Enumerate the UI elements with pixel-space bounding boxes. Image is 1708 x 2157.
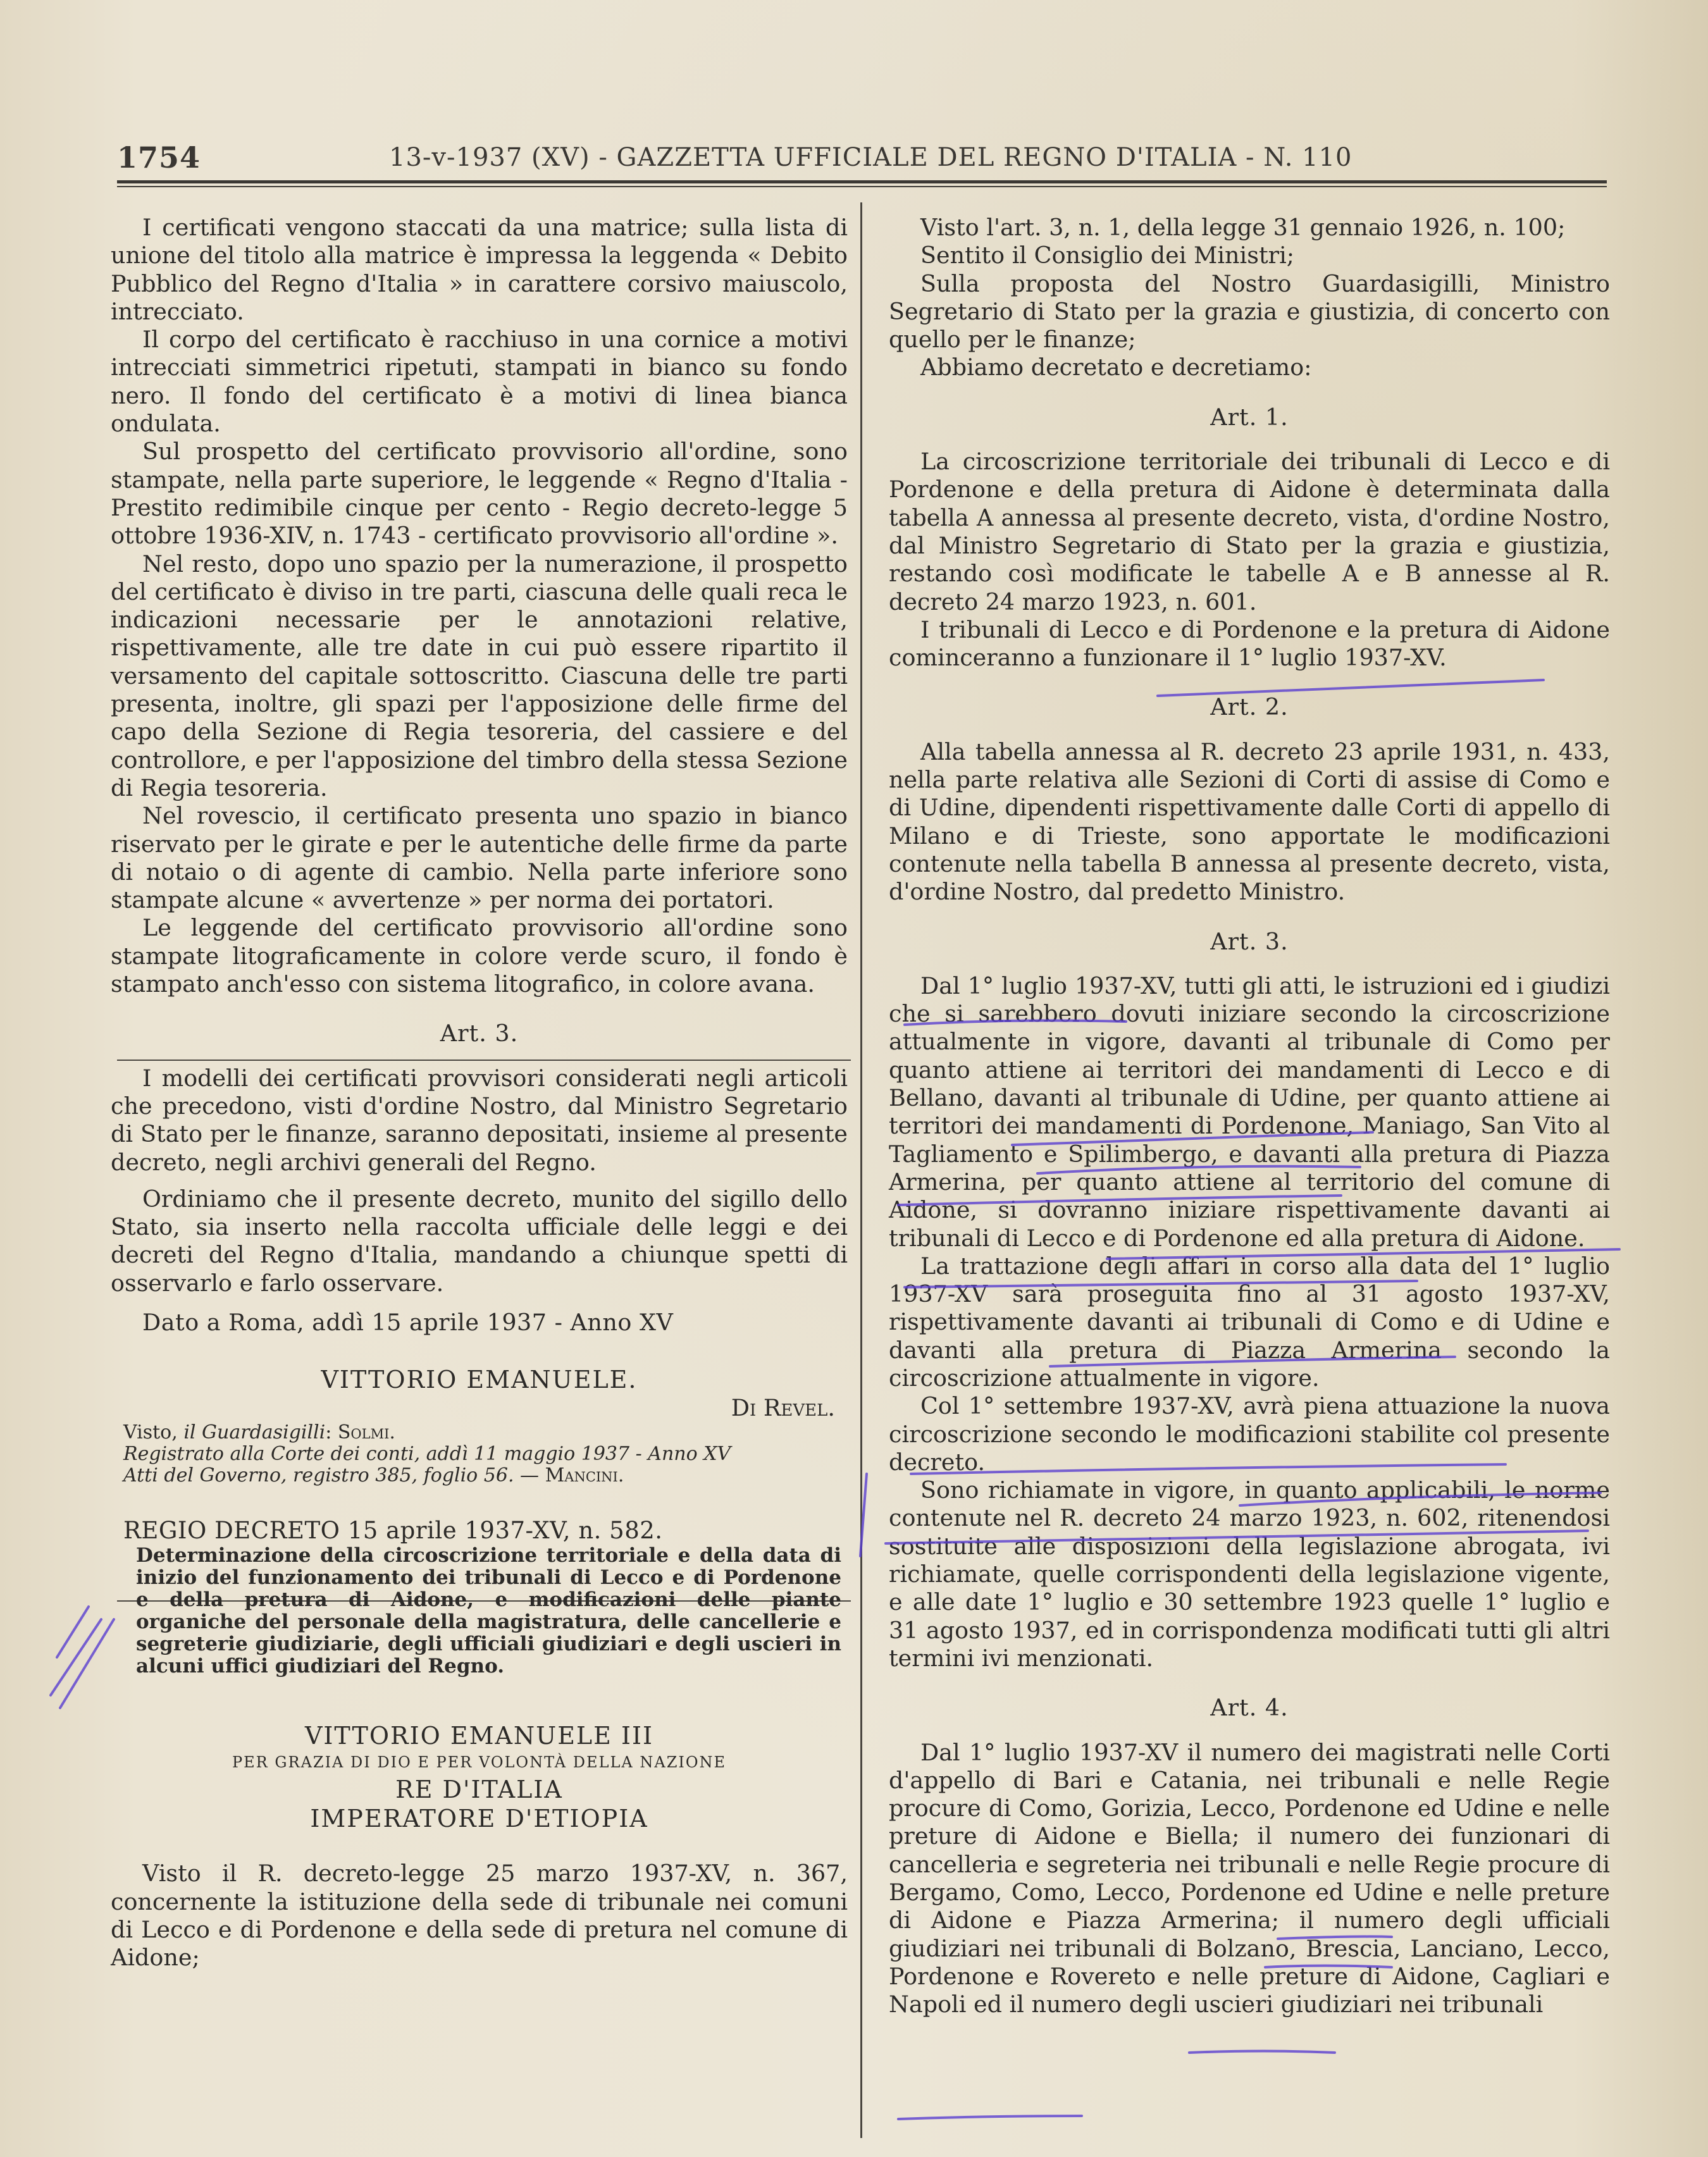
paragraph: Dal 1° luglio 1937-XV, tutti gli atti, le istruzioni ed i giudizi che si sarebbero dovuti iniziare secondo la circoscrizione attualmente in vigore, davanti al tribunale di Como per quanto attiene ai territori dei mandamenti di Lecco e di Bellano, davanti al tribunale di Udine, per quanto attiene ai territori dei mandamenti di Pordenone, Maniago, San Vito al Tagliamento e Spilimbergo, e davanti alla pretura di Piazza Armerina, per quanto attiene al territorio del comune di Aidone, si dovranno iniziare rispettivamente davanti ai tribunali di Lecco e di Pordenone ed alla pretura di Aidone. <box>889 972 1610 1252</box>
paragraph: Alla tabella annessa al R. decreto 23 aprile 1931, n. 433, nella parte relativa alle Sezioni di Corti di assise di Como e di Udine, dipendenti rispettivamente dalle Corti di appello di Milano e di Trieste, sono apportate le modificazioni contenute nella tabella B annessa al presente decreto, vista, d'ordine Nostro, dal predetto Ministro. <box>889 738 1610 906</box>
column-divider <box>860 202 862 2138</box>
king-name: VITTORIO EMANUELE III <box>304 1722 654 1750</box>
article-heading: Art. 3. <box>440 1020 519 1048</box>
margin-mark <box>51 1619 101 1695</box>
visto-line: Visto, il Guardasigilli: Solmi. <box>123 1421 395 1443</box>
right-column <box>889 214 1610 2019</box>
paragraph: Nel rovescio, il certificato presenta uno spazio in bianco riservato per le girate e per le autentiche delle firme da parte di notaio o di agente di cambio. Nella parte inferiore sono stampate alcune « avvertenze » per norma dei portatori. <box>111 802 848 914</box>
minister-signature: Di Revel. <box>731 1394 835 1421</box>
paragraph: Ordiniamo che il presente decreto, munito del sigillo dello Stato, sia inserto nella raccolta ufficiale delle leggi e dei decreti del Regno d'Italia, mandando a chiunque spetti di osservarlo e farlo osservare. <box>111 1185 848 1297</box>
paragraph: Le leggende del certificato provvisorio all'ordine sono stampate litograficamente in colore verde scuro, il fondo è stampato anch'esso con sistema litografico, in colore avana. <box>111 914 848 998</box>
paragraph: Abbiamo decretato e decretiamo: <box>920 354 1312 381</box>
underline-mark <box>1189 2051 1335 2053</box>
paragraph: Visto l'art. 3, n. 1, della legge 31 gennaio 1926, n. 100; <box>920 214 1566 241</box>
paragraph: Sulla proposta del Nostro Guardasigilli, Ministro Segretario di Stato per la grazia e giustizia, di concerto con quello per le finanze; <box>889 269 1610 354</box>
decree-subject: Determinazione della circoscrizione territoriale e della data di inizio del funzionamento dei tribunali di Lecco e di Pordenone e della pretura di Aidone, e modificazioni delle piante organiche del personale della magistratura, delle cancellerie e segreterie giudiziarie, degli ufficiali giudiziari e degli uscieri in alcuni uffici giudiziari del Regno. <box>136 1544 841 1678</box>
king-signature: VITTORIO EMANUELE. <box>321 1366 638 1394</box>
margin-mark <box>57 1607 89 1657</box>
royal-title: RE D'ITALIA <box>395 1776 563 1804</box>
left-column <box>111 214 848 1972</box>
date-line: Dato a Roma, addì 15 aprile 1937 - Anno XV <box>142 1308 674 1336</box>
paragraph: Il corpo del certificato è racchiuso in una cornice a motivi intrecciati simmetrici ripetuti, stampati in bianco su fondo nero. Il fondo del certificato è a motivi di linea bianca ondulata. <box>111 326 848 438</box>
paragraph: Col 1° settembre 1937-XV, avrà piena attuazione la nuova circoscrizione secondo le modificazioni stabilite col presente decreto. <box>889 1392 1610 1476</box>
paragraph: Dal 1° luglio 1937-XV il numero dei magistrati nelle Corti d'appello di Bari e Catania, nei tribunali e nelle Regie procure di Como, Gorizia, Lecco, Pordenone ed Udine e nelle preture di Aidone e Biella; il numero dei funzionari di cancelleria e segreteria nei tribunali e nelle Regie procure di Bergamo, Como, Lecco, Pordenone ed Udine e nelle preture di Aidone e Piazza Armerina; il numero degli ufficiali giudiziari nei tribunali di Bolzano, Brescia, Lanciano, Lecco, Pordenone e Rovereto e nelle preture di Aidone, Cagliari e Napoli ed il numero degli uscieri giudiziari nei tribunali <box>889 1738 1610 2018</box>
margin-mark <box>60 1619 114 1708</box>
royal-formula: PER GRAZIA DI DIO E PER VOLONTÀ DELLA NAZIONE <box>232 1753 727 1772</box>
paragraph: Sentito il Consiglio dei Ministri; <box>920 242 1295 269</box>
article-heading: Art. 3. <box>1210 927 1289 955</box>
paragraph: Visto il R. decreto-legge 25 marzo 1937-XV, n. 367, concernente la istituzione della sede di tribunale nei comuni di Lecco e di Pordenone e della sede di pretura nel comune di Aidone; <box>111 1860 848 1972</box>
page-number: 1754 <box>117 140 201 175</box>
decree-title: REGIO DECRETO 15 aprile 1937-XV, n. 582. <box>123 1516 663 1544</box>
paragraph: I certificati vengono staccati da una matrice; sulla lista di unione del titolo alla matrice è impressa la leggenda « Debito Pubblico del Regno d'Italia » in carattere corsivo maiuscolo, intrecciato. <box>111 214 848 325</box>
article-heading: Art. 2. <box>1210 693 1289 721</box>
paragraph: Sono richiamate in vigore, in quanto applicabili, le norme contenute nel R. decreto 24 marzo 1923, n. 602, ritenendosi sostituite alle disposizioni della legislazione abrogata, ivi richiamate, quelle corrispondenti della legislazione vigente, e alle date 1° luglio e 30 settembre 1923 quelle 1° luglio e 31 agosto 1937, ed in corrispondenza modificati tutti gli altri termini ivi menzionati. <box>889 1476 1610 1672</box>
paragraph: Sul prospetto del certificato provvisorio all'ordine, sono stampate, nella parte superiore, le leggende « Regno d'Italia - Prestito redimibile cinque per cento - Regio decreto-legge 5 ottobre 1936-XIV, n. 1743 - certificato provvisorio all'ordine ». <box>111 438 848 550</box>
acts-line: Atti del Governo, registro 385, foglio 56. — Mancini. <box>123 1464 624 1486</box>
paragraph: I tribunali di Lecco e di Pordenone e la pretura di Aidone cominceranno a funzionare il 1° luglio 1937-XV. <box>889 615 1610 672</box>
page-header <box>117 140 1607 178</box>
masthead: 13-v-1937 (XV) - GAZZETTA UFFICIALE DEL REGNO D'ITALIA - N. 110 <box>389 143 1352 172</box>
paragraph: La trattazione degli affari in corso alla data del 1° luglio 1937-XV sarà proseguita fino al 31 agosto 1937-XV, rispettivamente davanti ai tribunali di Como e di Udine e davanti alla pretura di Piazza Armerina secondo la circoscrizione attualmente in vigore. <box>889 1252 1610 1392</box>
article-heading: Art. 4. <box>1210 1694 1289 1722</box>
header-rule-thin <box>117 186 1607 187</box>
paragraph: La circoscrizione territoriale dei tribunali di Lecco e di Pordenone e della pretura di Aidone è determinata dalla tabella A annessa al presente decreto, vista, d'ordine Nostro, dal Ministro Segretario di Stato per la grazia e giustizia, restando così modificate le tabelle A e B annesse al R. decreto 24 marzo 1923, n. 601. <box>889 448 1610 615</box>
underline-mark <box>898 2116 1082 2119</box>
registration-line: Registrato alla Corte dei conti, addì 11 maggio 1937 - Anno XV <box>123 1442 731 1465</box>
imperial-title: IMPERATORE D'ETIOPIA <box>310 1805 648 1833</box>
paragraph: I modelli dei certificati provvisori considerati negli articoli che precedono, visti d'ordine Nostro, dal Ministro Segretario di Stato per le finanze, saranno depositati, insieme al presente decreto, negli archivi generali del Regno. <box>111 1064 848 1176</box>
header-rule <box>117 180 1607 183</box>
article-heading: Art. 1. <box>1210 403 1289 431</box>
paragraph: Nel resto, dopo uno spazio per la numerazione, il prospetto del certificato è diviso in tre parti, ciascuna delle quali reca le indicazioni necessarie per le annotazioni relative, rispettivamente, alle tre date in cui può essere ripartito il versamento del capitale sottoscritto. Ciascuna delle tre parti presenta, inoltre, gli spazi per l'apposizione delle firme del capo della Sezione di Regia tesoreria, del cassiere e del controllore, e per l'apposizione del timbro della stessa Sezione di Regia tesoreria. <box>111 550 848 801</box>
